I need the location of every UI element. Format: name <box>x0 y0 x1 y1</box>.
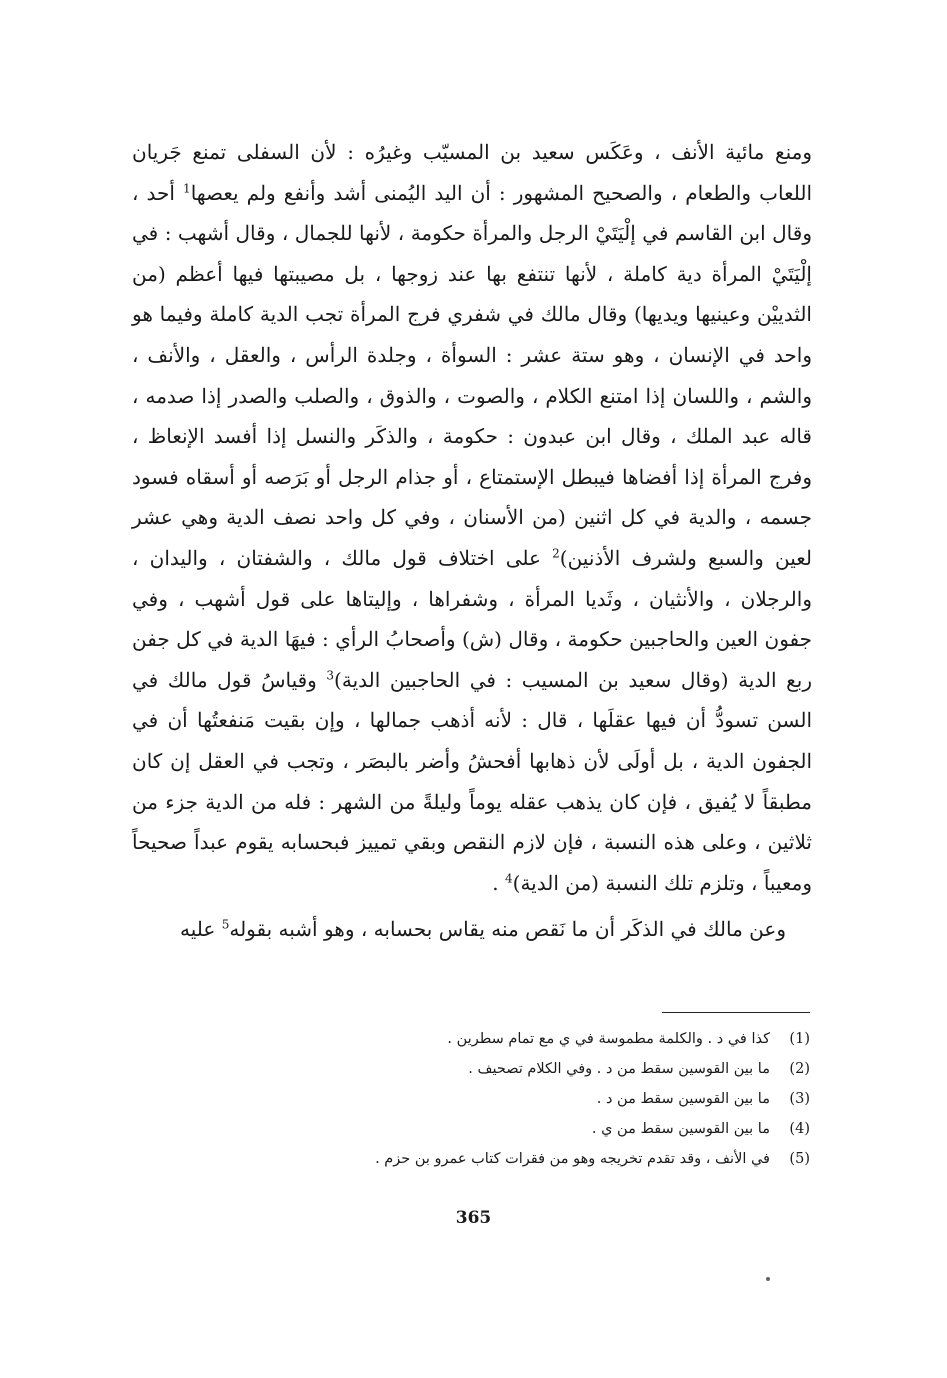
footnote-ref: 4 <box>505 871 513 886</box>
footnote <box>160 1114 810 1144</box>
text-run: وعن مالك في الذكَر أن ما نَقص منه يقاس بحسابه ، وهو أشبه بقوله <box>229 917 786 942</box>
footnote-text: في الأنف ، وقد تقدم تخريجه وهو من فقرات كتاب عمرو بن حزم . <box>375 1151 770 1167</box>
footnote <box>160 1084 810 1114</box>
footnotes <box>160 1024 810 1174</box>
footnote-ref: 2 <box>552 546 560 561</box>
text-run: . <box>492 870 505 895</box>
footnote-number: (4) <box>789 1121 810 1137</box>
footnote-ref: 3 <box>326 668 335 683</box>
page-number: 365 <box>455 1208 492 1228</box>
text-run: أحد ، وقال ابن القاسم في إلْيَتَيْ الرجل والمرأة حكومة ، لأنها للجمال ، وقال أشهب : في إلْيَتَيْ المرأة دية كاملة ، لأنها تنتفع بها عند زوجها ، بل مصيبتها فيها أعظم (من الثدييْن وعينيها ويديها) وقال مالك في شفري فرج المرأة تجب الدية كاملة وفيما هو واحد في الإنسان ، وهو ستة عشر : السوأة ، وجلدة الرأس ، والعقل ، والأنف ، والشم ، واللسان إذا امتنع الكلام ، والصوت ، والذوق ، والصلب والصدر إذا صدمه ، قاله عبد الملك ، وقال ابن عبدون : حكومة ، والذكَر والنسل إذا أفسد الإنعاظ ، وفرج المرأة إذا أفضاها فيبطل الإستمتاع ، أو جذام الرجل أو بَرَصه أو أسقاه فسود جسمه ، والدية في كل اثنين (من الأسنان ، وفي كل واحد نصف الدية وهي عشر لعين والسبع ولشرف الأذنين) <box>132 180 812 570</box>
footnote-number: (1) <box>789 1031 810 1047</box>
footnote <box>160 1144 810 1174</box>
footnote-text: كذا في د . والكلمة مطموسة في ي مع تمام سطرين . <box>447 1031 770 1047</box>
paragraph <box>132 132 812 903</box>
footnote-ref: 1 <box>183 180 191 195</box>
footnote-text: ما بين القوسين سقط من د . وفي الكلام تصحيف . <box>468 1061 770 1077</box>
footnote-number: (2) <box>789 1061 810 1077</box>
footnote <box>160 1054 810 1084</box>
footnote <box>160 1024 810 1054</box>
footnote-separator <box>662 1012 810 1013</box>
paragraph <box>132 909 812 950</box>
footnote-number: (3) <box>789 1091 810 1107</box>
footnote-text: ما بين القوسين سقط من ي . <box>591 1121 770 1137</box>
footnote-ref: 5 <box>221 917 230 932</box>
scan-speck <box>766 1277 770 1281</box>
footnote-number: (5) <box>789 1151 810 1167</box>
main-text <box>132 132 812 950</box>
text-run: ومنع مائية الأنف ، وعَكَس سعيد بن المسيّب وغيرُه : لأن السفلى تمنع جَريان اللعاب والطعام ، والصحيح المشهور : أن اليد اليُمنى أشد وأنفع ولم يعصها <box>132 140 812 205</box>
text-run: على اختلاف قول مالك ، والشفتان ، واليدان ، والرجلان ، والأنثيان ، وثَديا المرأة ، وشفراها ، وإليتاها على قول أشهب ، وفي جفون العين والحاجبين حكومة ، وقال (ش) وأصحابُ الرأي : فيهَا الدية في كل جفن ربع الدية (وقال سعيد بن المسيب : في الحاجبين الدية) <box>132 545 812 692</box>
text-run: عليه <box>180 917 222 942</box>
footnote-text: ما بين القوسين سقط من د . <box>596 1091 770 1107</box>
text-run: وقياسُ قول مالك في السن تسودُّ أن فيها عقلَها ، قال : لأنه أذهب جمالها ، وإن بقيت مَنفعتُها أن في الجفون الدية ، بل أولَى لأن ذهابها أفحشُ وأضر بالبصَر ، وتجب في العقل إن كان مطبقاً لا يُفيق ، فإن كان يذهب عقله يوماً وليلةً من الشهر : فله من الدية جزء من ثلاثين ، وعلى هذه النسبة ، فإن لازم النقص وبقي تمييز فبحسابه يقوم عبداً صحيحاً ومعيباً ، وتلزم تلك النسبة (من الدية) <box>132 667 812 895</box>
